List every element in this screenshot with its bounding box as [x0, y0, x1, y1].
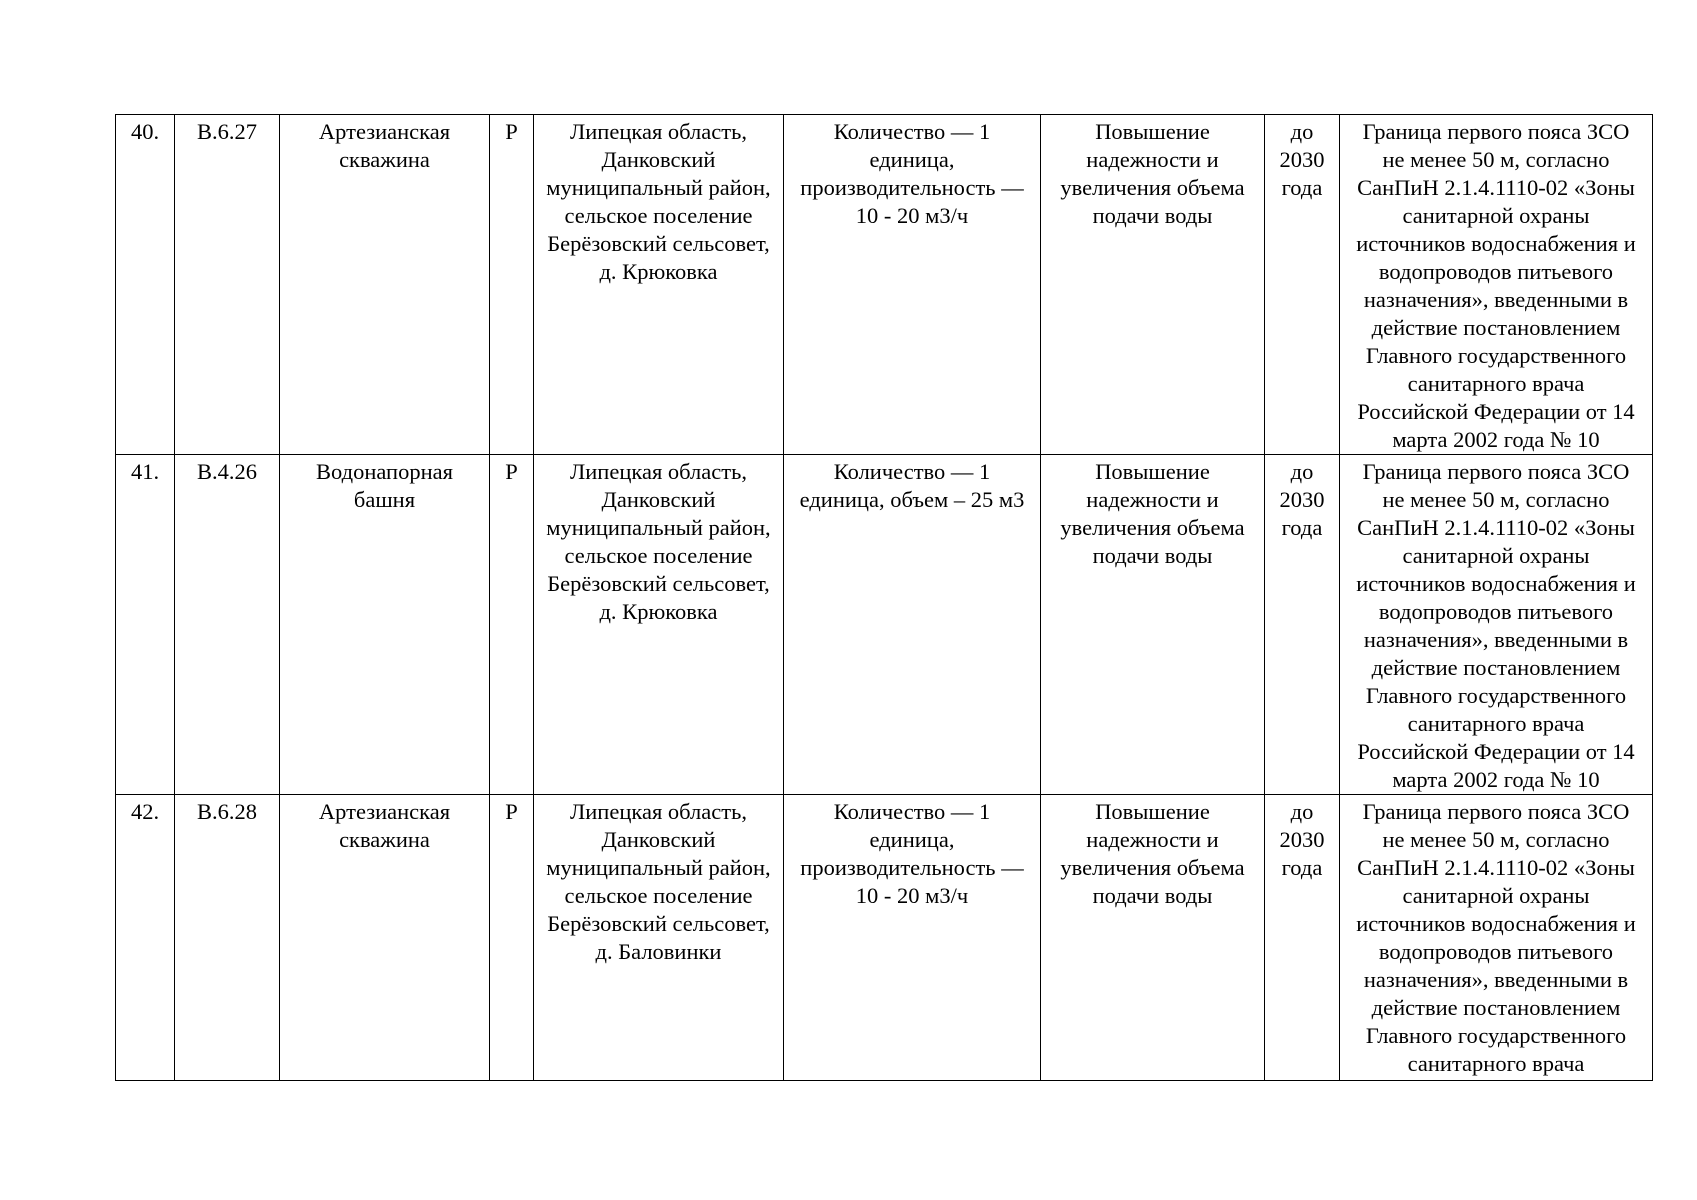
object-code: В.4.26	[175, 455, 280, 795]
row-number: 41.	[116, 455, 175, 795]
object-location: Липецкая область, Данковский муниципальный район, сельское поселение Берёзовский сельсовет, д. Крюковка	[534, 455, 784, 795]
object-code: В.6.28	[175, 795, 280, 1081]
table-row	[116, 455, 1653, 795]
object-location: Липецкая область, Данковский муниципальный район, сельское поселение Берёзовский сельсовет, д. Крюковка	[534, 115, 784, 455]
object-status: Р	[490, 795, 534, 1081]
object-deadline: до 2030 года	[1265, 115, 1340, 455]
object-name: Водонапорная башня	[280, 455, 490, 795]
objects-table	[115, 114, 1653, 1081]
object-protection-zone: Граница первого пояса ЗСО не менее 50 м, согласно СанПиН 2.1.4.1110-02 «Зоны санитарной охраны источников водоснабжения и водопроводов питьевого назначения», введенными в действие постановлением Главного государственного санитарного врача Российской Федерации от 14 марта 2002 года № 10	[1340, 115, 1653, 455]
object-code: В.6.27	[175, 115, 280, 455]
table-row	[116, 115, 1653, 455]
object-purpose: Повышение надежности и увеличения объема подачи воды	[1041, 795, 1265, 1081]
object-deadline: до 2030 года	[1265, 455, 1340, 795]
object-purpose: Повышение надежности и увеличения объема подачи воды	[1041, 115, 1265, 455]
object-protection-zone: Граница первого пояса ЗСО не менее 50 м, согласно СанПиН 2.1.4.1110-02 «Зоны санитарной охраны источников водоснабжения и водопроводов питьевого назначения», введенными в действие постановлением Главного государственного санитарного врача	[1340, 795, 1653, 1081]
object-purpose: Повышение надежности и увеличения объема подачи воды	[1041, 455, 1265, 795]
object-characteristics: Количество — 1 единица, объем – 25 м3	[784, 455, 1041, 795]
table-row	[116, 795, 1653, 1081]
object-name: Артезианская скважина	[280, 795, 490, 1081]
object-protection-zone: Граница первого пояса ЗСО не менее 50 м, согласно СанПиН 2.1.4.1110-02 «Зоны санитарной охраны источников водоснабжения и водопроводов питьевого назначения», введенными в действие постановлением Главного государственного санитарного врача Российской Федерации от 14 марта 2002 года № 10	[1340, 455, 1653, 795]
object-status: Р	[490, 115, 534, 455]
row-number: 40.	[116, 115, 175, 455]
object-deadline: до 2030 года	[1265, 795, 1340, 1081]
object-location: Липецкая область, Данковский муниципальный район, сельское поселение Берёзовский сельсовет, д. Баловинки	[534, 795, 784, 1081]
object-characteristics: Количество — 1 единица, производительность — 10 - 20 м3/ч	[784, 115, 1041, 455]
object-status: Р	[490, 455, 534, 795]
object-name: Артезианская скважина	[280, 115, 490, 455]
object-characteristics: Количество — 1 единица, производительность — 10 - 20 м3/ч	[784, 795, 1041, 1081]
row-number: 42.	[116, 795, 175, 1081]
